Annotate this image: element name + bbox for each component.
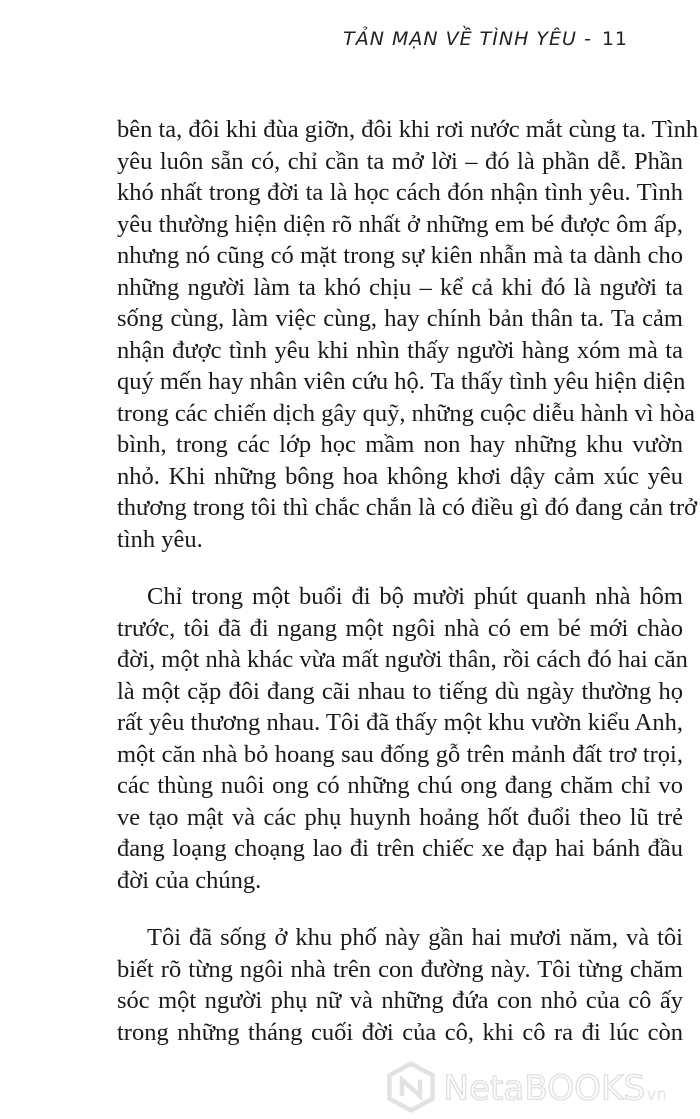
chapter-title: TẢN MẠN VỀ TÌNH YÊU - xyxy=(343,28,592,50)
text-line: là một cặp đôi đang cãi nhau to tiếng dù ngày thường họ xyxy=(117,677,683,705)
text-line: trước, tôi đã đi ngang một ngôi nhà có em bé mới chào xyxy=(117,614,683,642)
text-line: bên ta, đôi khi đùa giỡn, đôi khi rơi nước mắt cùng ta. Tình xyxy=(117,116,699,143)
text-line: trong các chiến dịch gây quỹ, những cuộc diễu hành vì hòa xyxy=(117,399,695,427)
text-line: nhận được tình yêu khi nhìn thấy người hàng xóm mà ta xyxy=(117,336,683,364)
text-line: khó nhất trong đời ta là học cách đón nhận tình yêu. Tình xyxy=(117,179,683,206)
text-line: rất yêu thương nhau. Tôi đã thấy một khu vườn kiểu Anh, xyxy=(117,709,683,736)
text-line: đang loạng choạng lao đi trên chiếc xe đạp hai bánh đầu xyxy=(117,835,683,862)
text-line: một căn nhà bỏ hoang sau đống gỗ trên mảnh đất trơ trọi, xyxy=(117,740,683,768)
text-line: Chỉ trong một buổi đi bộ mười phút quanh nhà hôm xyxy=(147,583,683,610)
text-line: yêu thường hiện diện rõ nhất ở những em bé được ôm ấp, xyxy=(117,210,683,238)
text-line: nhỏ. Khi những bông hoa không khơi dậy cảm xúc yêu xyxy=(117,462,683,490)
text-line: sống cùng, làm việc cùng, hay chính bản thân ta. Ta cảm xyxy=(117,305,683,332)
text-line: đời, một nhà khác vừa mất người thân, rồi cách đó hai căn xyxy=(117,646,688,673)
paragraph xyxy=(117,922,683,1048)
page-body xyxy=(117,114,699,1048)
text-line: những người làm ta khó chịu – kể cả khi đó là người ta xyxy=(117,273,683,301)
page-number: 11 xyxy=(601,28,628,50)
text-line: yêu luôn sẵn có, chỉ cần ta mở lời – đó là phần dễ. Phần xyxy=(117,147,683,175)
text-line: trong những tháng cuối đời của cô, khi cô ra đi lúc còn xyxy=(117,1018,683,1046)
netabooks-watermark-logo xyxy=(368,1060,688,1114)
text-line: sóc một người phụ nữ và những đứa con nhỏ của cô ấy xyxy=(117,987,683,1014)
text-line: thương trong tôi thì chắc chắn là có điều gì đó đang cản trở xyxy=(117,494,698,521)
text-line: đời của chúng. xyxy=(117,866,262,894)
paragraph xyxy=(117,114,699,555)
svg-text:vn: vn xyxy=(646,1084,667,1104)
text-line: quý mến hay nhân viên cứu hộ. Ta thấy tình yêu hiện diện xyxy=(117,368,686,395)
text-line: các thùng nuôi ong có những chú ong đang chăm chỉ vo xyxy=(117,772,683,799)
text-line: bình, trong các lớp học mầm non hay những khu vườn xyxy=(117,431,683,458)
text-line: nhưng nó cũng có mặt trong sự kiên nhẫn mà ta dành cho xyxy=(117,242,683,269)
paragraph xyxy=(117,581,688,896)
text-line: biết rõ từng ngôi nhà trên con đường này. Tôi từng chăm xyxy=(117,955,683,983)
text-line: ve tạo mật và các phụ huynh hoảng hốt đuổi theo lũ trẻ xyxy=(117,803,683,831)
running-header xyxy=(343,28,628,50)
text-line: Tôi đã sống ở khu phố này gần hai mươi năm, và tôi xyxy=(147,924,683,951)
svg-text:NetaBOOKS: NetaBOOKS xyxy=(443,1068,646,1109)
text-line: tình yêu. xyxy=(117,525,203,553)
